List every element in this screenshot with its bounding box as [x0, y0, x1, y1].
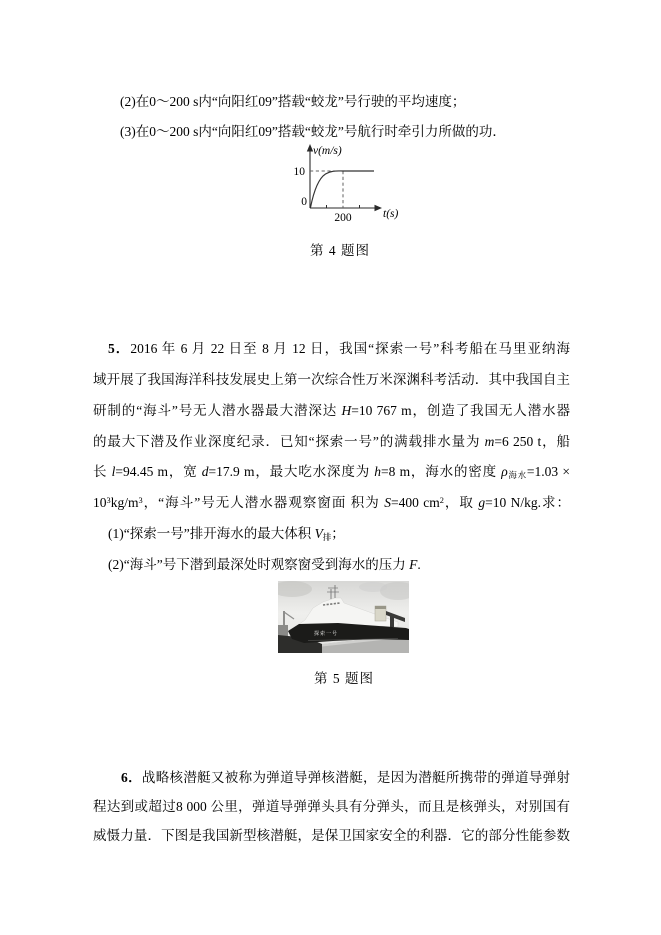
- problem5-line: 长 l=94.45 m，宽 d=17.9 m，最大吃水深度为 h=8 m，海水的密度 $\rho_{海水}=1.03$ ×: [93, 464, 570, 481]
- problem6-line: 6．战略核潜艇又被称为弹道导弹核潜艇，是因为潜艇所携带的弹道导弹射: [121, 770, 570, 785]
- origin-label: 0: [301, 196, 307, 208]
- cloud: [359, 582, 387, 592]
- problem6-line: 程达到或超过8 000 公里，弹道导弹弹头具有分弹头，而且是核弹头，对别国有: [93, 799, 570, 814]
- problem5-line: 5．2016 年 6 月 22 日至 8 月 12 日，我国“探索一号”科考船在马里亚纳海: [108, 341, 570, 356]
- x-axis-arrow-icon: [375, 205, 383, 211]
- vt-curve: [311, 171, 375, 208]
- funnel-cap: [375, 606, 386, 609]
- figure-caption-problem4: 第 4 题图: [310, 243, 370, 258]
- problem5-line: 研制的“海斗”号无人潜水器最大潜深达 H=10 767 m，创造了我国无人潜水器: [93, 402, 570, 418]
- problem4-part3-text: (3)在0～200 s内“向阳红09”搭载“蛟龙”号航行时牵引力所做的功．: [120, 124, 506, 139]
- problem6-line: 威慑力量．下图是我国新型核潜艇，是保卫国家安全的利器．它的部分性能参数: [93, 828, 570, 843]
- y-axis-label: v(m/s): [313, 145, 342, 157]
- problem5-line: 域开展了我国海洋科技发展史上第一次综合性万米深渊科考活动．其中我国自主: [93, 371, 570, 387]
- y-tick-label-10: 10: [293, 166, 305, 178]
- problem5-line: $10^3kg/m^3$，“海斗”号无人潜水器观察窗面 积为 S=400 $cm^2$，取 g=10 N/kg.求：: [93, 495, 570, 511]
- problem5-line: 的最大下潜及作业深度纪录．已知“探索一号”的满载排水量为 m=6 250 t，船: [93, 433, 570, 449]
- problem5-paragraph: [93, 334, 570, 581]
- velocity-time-graph: [274, 142, 426, 228]
- ship-photo: [278, 581, 409, 653]
- hull-name-text: 探索一号: [314, 632, 339, 637]
- figure-caption-problem5: 第 5 题图: [314, 671, 374, 686]
- problem4-part2-text: (2)在0～200 s内“向阳红09”搭载“蛟龙”号行驶的平均速度；: [120, 94, 466, 109]
- x-tick-label-200: 200: [334, 212, 352, 224]
- problem6-paragraph: [93, 763, 570, 850]
- x-axis-label: t(s): [383, 208, 399, 220]
- problem5-subquestion-1: (1)“探索一号”排开海水的最大体积 $V_排$；: [108, 526, 345, 543]
- problem5-subquestion-2: (2)“海斗”号下潜到最深处时观察窗受到海水的压力 F.: [108, 556, 421, 572]
